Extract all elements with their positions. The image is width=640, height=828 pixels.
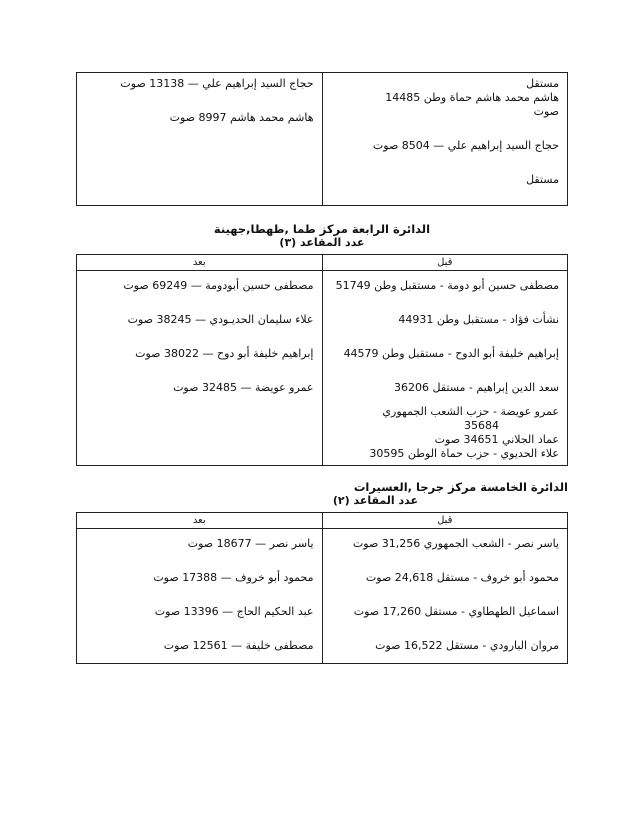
section4-seat-count: عدد المقاعد (٣) bbox=[279, 236, 365, 249]
candidate-line: سعد الدين إبراهيم - مستقل 36206 bbox=[394, 381, 559, 394]
candidate-line: عبد الحكيم الحاج — 13396 صوت bbox=[154, 605, 314, 618]
candidate-line: ياسر نصر — 18677 صوت bbox=[187, 537, 314, 550]
header-before: قبل bbox=[322, 255, 568, 271]
candidate-line: مصطفى خليفة — 12561 صوت bbox=[163, 639, 314, 652]
candidate-line: محمود أبو خروف — 17388 صوت bbox=[153, 571, 314, 584]
candidate-line: مستقل bbox=[526, 173, 559, 186]
table-header-row bbox=[77, 513, 568, 529]
candidate-line: عمرو عويضة — 32485 صوت bbox=[173, 381, 314, 394]
top-table-left-cell bbox=[77, 73, 323, 206]
section5-before-cell bbox=[322, 529, 568, 664]
header-before: قبل bbox=[322, 513, 568, 529]
section5-title: الدائرة الخامسة مركز جرجا ,العسيرات bbox=[353, 480, 568, 494]
header-after: بعد bbox=[77, 255, 323, 271]
candidate-line: هاشم محمد هاشم 8997 صوت bbox=[169, 111, 314, 124]
table-row bbox=[77, 73, 568, 206]
section4-after-cell bbox=[77, 271, 323, 466]
section4-title: الدائرة الرابعة مركز طما ,طهطا,جهينة bbox=[213, 222, 431, 236]
candidate-line: مصطفى حسين أبو دومة - مستقبل وطن 51749 bbox=[335, 279, 559, 292]
candidate-votes: 35684 bbox=[464, 419, 499, 432]
section4-results-table bbox=[76, 254, 568, 466]
candidate-line: عمرو عويضة - حزب الشعب الجمهوري bbox=[382, 405, 559, 418]
table-row bbox=[77, 271, 568, 466]
top-table-right-cell bbox=[322, 73, 568, 206]
candidate-line: ياسر نصر - الشعب الجمهوري 31,256 صوت bbox=[352, 537, 559, 550]
header-after: بعد bbox=[77, 513, 323, 529]
candidate-line: مستقل bbox=[526, 77, 559, 90]
table-header-row bbox=[77, 255, 568, 271]
table-row bbox=[77, 529, 568, 664]
candidate-line: هاشم محمد هاشم حماة وطن 14485 bbox=[385, 91, 559, 104]
candidate-line: إبراهيم خليفة أبو الدوح - مستقبل وطن 44579 bbox=[343, 347, 559, 360]
candidate-line: مصطفى حسين أبودومة — 69249 صوت bbox=[123, 279, 314, 292]
candidate-line: محمود أبو خروف - مستقل 24,618 صوت bbox=[365, 571, 559, 584]
candidate-line: اسماعيل الطهطاوي - مستقل 17,260 صوت bbox=[353, 605, 559, 618]
candidate-line: مروان البارودي - مستقل 16,522 صوت bbox=[375, 639, 559, 652]
section5-after-cell bbox=[77, 529, 323, 664]
candidate-line: علاء سليمان الحديـودي — 38245 صوت bbox=[127, 313, 314, 326]
candidate-line: إبراهيم خليفة أبو دوح — 38022 صوت bbox=[135, 347, 314, 360]
candidate-line: علاء الحديوي - حزب حماة الوطن 30595 bbox=[369, 447, 559, 460]
candidate-line: صوت bbox=[533, 105, 559, 118]
candidate-line: عماد الجلاني 34651 صوت bbox=[434, 433, 559, 446]
candidate-line: حجاج السيد إبراهيم علي — 13138 صوت bbox=[120, 77, 314, 90]
document-page bbox=[76, 72, 568, 664]
top-results-table bbox=[76, 72, 568, 206]
candidate-line: حجاج السيد إبراهيم علي — 8504 صوت bbox=[372, 139, 559, 152]
candidate-line: نشأت فؤاد - مستقبل وطن 44931 bbox=[398, 313, 559, 326]
section5-seat-count: عدد المقاعد (٢) bbox=[332, 494, 418, 507]
section4-before-cell bbox=[322, 271, 568, 466]
section5-results-table bbox=[76, 512, 568, 664]
